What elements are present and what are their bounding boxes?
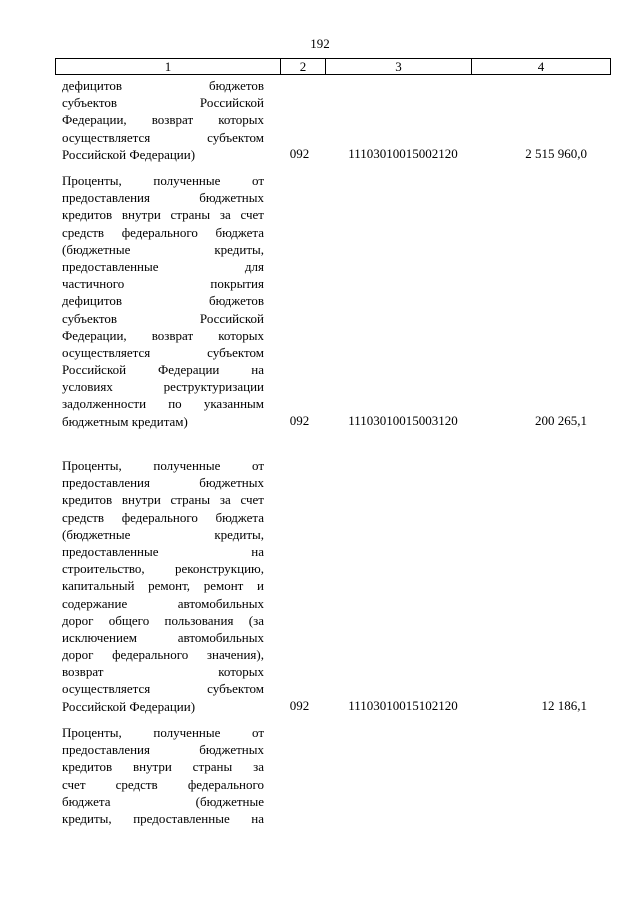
description-line: осуществляется субъектом (62, 681, 264, 697)
description-line: содержание автомобильных (62, 595, 264, 611)
description-line: осуществляется субъектом (62, 344, 264, 360)
row-code: 092 (289, 413, 310, 428)
description-line: кредитов внутри страны за счет (62, 492, 264, 508)
description-line: счет средств федерального (62, 776, 264, 792)
description-line: бюджетным кредитам) (62, 413, 188, 429)
description-line: предоставленные для (62, 258, 264, 274)
description-line: Федерации, возврат которых (62, 327, 264, 343)
column-header-4: 4 (537, 58, 545, 74)
description-line: (бюджетные кредиты, (62, 241, 264, 257)
description-line: условиях реструктуризации (62, 379, 264, 395)
row-amount: 2 515 960,0 (525, 146, 587, 161)
row-code: 092 (289, 698, 310, 713)
row-amount: 12 186,1 (541, 698, 587, 713)
description-line: кредитов внутри страны за счет (62, 207, 264, 223)
description-line: исключением автомобильных (62, 629, 264, 645)
row-description (62, 457, 264, 715)
row-description (62, 172, 264, 430)
description-line: (бюджетные кредиты, (62, 526, 264, 542)
description-line: капитальный ремонт, ремонт и (62, 578, 264, 594)
description-line: субъектов Российской (62, 310, 264, 326)
description-line: кредиты, предоставленные на (62, 810, 264, 826)
column-header-3: 3 (326, 59, 472, 74)
description-line: осуществляется субъектом (62, 129, 264, 145)
description-line: Проценты, полученные от (62, 725, 264, 740)
row-code: 092 (289, 146, 310, 161)
description-line: средств федерального бюджета (62, 224, 264, 240)
row-kbk: 11103010015102120 (348, 698, 458, 713)
row-kbk: 11103010015002120 (348, 146, 458, 161)
column-header-1: 1 (56, 59, 281, 74)
description-line: дефицитов бюджетов (62, 78, 264, 93)
description-line: дефицитов бюджетов (62, 293, 264, 309)
description-line: дорог федерального значения), (62, 647, 264, 663)
row-kbk: 11103010015003120 (348, 413, 458, 428)
row-amount: 200 265,1 (535, 413, 587, 428)
description-line: средств федерального бюджета (62, 509, 264, 525)
description-line: Российской Федерации на (62, 362, 264, 378)
description-line: кредитов внутри страны за (62, 759, 264, 775)
description-line: дорог общего пользования (за (62, 612, 264, 628)
description-line: бюджета (бюджетные (62, 793, 264, 809)
description-line: частичного покрытия (62, 276, 264, 292)
description-line: строительство, реконструкцию, (62, 561, 264, 577)
table-header-row (55, 58, 611, 75)
row-description (62, 724, 264, 827)
description-line: предоставления бюджетных (62, 742, 264, 758)
description-line: Проценты, полученные от (62, 173, 264, 188)
page-number: 192 (310, 36, 330, 51)
description-line: Федерации, возврат которых (62, 112, 264, 128)
description-line: Российской Федерации) (62, 146, 196, 162)
description-line: предоставления бюджетных (62, 475, 264, 491)
row-description (62, 77, 264, 163)
description-line: Российской Федерации) (62, 698, 196, 714)
column-header-2: 2 (281, 59, 326, 74)
description-line: задолженности по указанным (62, 396, 264, 412)
description-line: Проценты, полученные от (62, 458, 264, 473)
description-line: субъектов Российской (62, 95, 264, 111)
description-line: предоставления бюджетных (62, 190, 264, 206)
description-line: предоставленные на (62, 543, 264, 559)
description-line: возврат которых (62, 664, 264, 680)
